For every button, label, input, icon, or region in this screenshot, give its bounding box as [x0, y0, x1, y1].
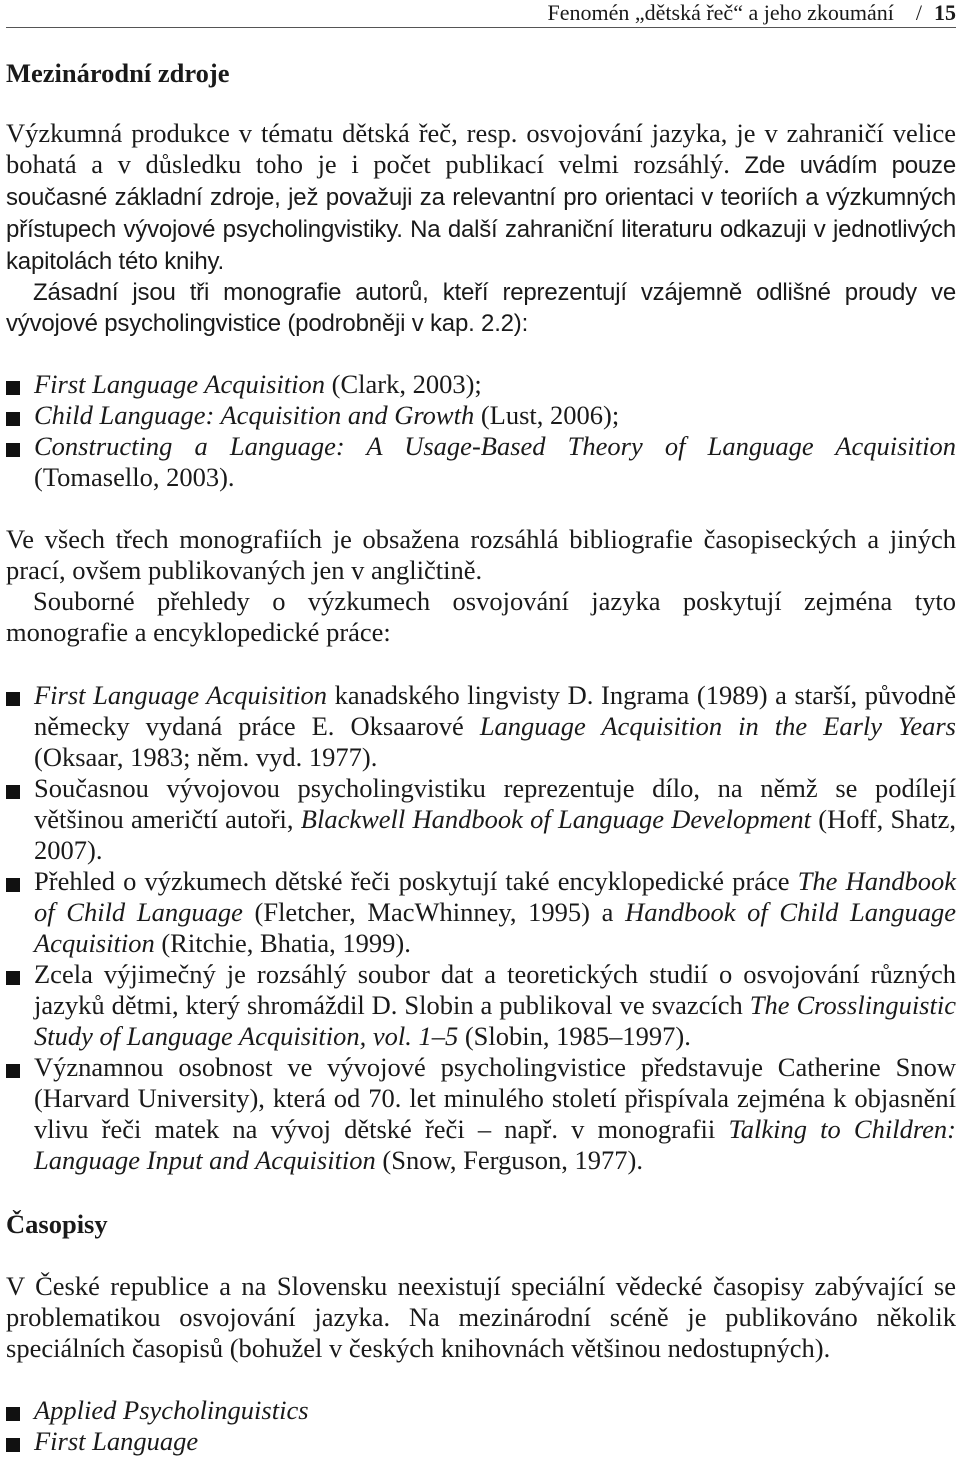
intro-text-b: Zde uvádím pouze současné základní zdroje, jež považuji za relevantní pro orientaci v teoriích a výzkumných přístupech vývojové psycholingvistiky. Na další zahraniční literaturu odkazuji v jednotlivých kapitolách této knihy.	[6, 152, 956, 275]
paragraph-overviews-intro: Souborné přehledy o výzkumech osvojování jazyka poskytují zejména tyto monografie a encyklopedické práce:	[6, 586, 956, 647]
paragraph-bibliography: Ve všech třech monografiích je obsažena rozsáhlá bibliografie časopiseckých a jiných prací, ovšem publikovaných jen v angličtině.	[6, 524, 956, 585]
list-item: First Language	[6, 1426, 956, 1457]
list-item: Applied Psycholinguistics	[6, 1395, 956, 1426]
list-item: Přehled o výzkumech dětské řeči poskytují také encyklopedické práce The Handbook of Child Language (Fletcher, MacWhinney, 1995) a Handbook of Child Language Acquisition (Ritchie, Bhatia, 1999).	[6, 866, 956, 959]
running-title: Fenomén „dětská řeč“ a jeho zkoumání	[547, 0, 894, 25]
list-item: First Language Acquisition kanadského lingvisty D. Ingrama (1989) a starší, původně německy vydaná práce E. Oksaarové Language Acquisition in the Early Years (Oksaar, 1983; něm. vyd. 1977).	[6, 680, 956, 773]
square-bullet-icon	[6, 785, 20, 799]
list-item: Child Language: Acquisition and Growth (Lust, 2006);	[6, 400, 956, 431]
square-bullet-icon	[6, 878, 20, 892]
square-bullet-icon	[6, 692, 20, 706]
list-item: Významnou osobnost ve vývojové psycholingvistice představuje Catherine Snow (Harvard University), která od 70. let minulého století přispívala zejména k objasnění vlivu řeči matek na vývoj dětské řeči – např. v monografii Talking to Children: Language Input and Acquisition (Snow, Ferguson, 1977).	[6, 1052, 956, 1176]
intro-text-a: Výzkumná produkce v tématu dětská řeč, resp. osvojování jazyka, je v zahraničí velice bohatá a v důsledku toho je i počet publikací velmi rozsáhlý.	[6, 118, 956, 179]
square-bullet-icon	[6, 443, 20, 457]
journals-list-block	[6, 1395, 956, 1457]
monographs-list-block	[6, 369, 956, 493]
list-item: Současnou vývojovou psycholingvistiku reprezentuje dílo, na němž se podílejí většinou američtí autoři, Blackwell Handbook of Language Development (Hoff, Shatz, 2007).	[6, 773, 956, 866]
header-rule	[6, 27, 956, 28]
paragraph-journals: V České republice a na Slovensku neexistují speciální vědecké časopisy zabývající se problematikou osvojování jazyka. Na mezinárodní scéně je publikováno několik speciálních časopisů (bohužel v českých knihovnách většinou nedostupných).	[6, 1271, 956, 1363]
square-bullet-icon	[6, 1064, 20, 1078]
running-header	[6, 0, 956, 26]
intro-block	[6, 118, 956, 339]
square-bullet-icon	[6, 412, 20, 426]
paragraph-intro	[6, 118, 956, 277]
header-separator: /	[915, 0, 922, 25]
square-bullet-icon	[6, 971, 20, 985]
square-bullet-icon	[6, 1438, 20, 1452]
list-item: Zcela výjimečný je rozsáhlý soubor dat a teoretických studií o osvojování různých jazyků dětmi, který shromáždil D. Slobin a publikoval ve svazcích The Crosslinguistic Study of Language Acquisition, vol. 1–5 (Slobin, 1985–1997).	[6, 959, 956, 1052]
list-item: Constructing a Language: A Usage-Based Theory of Language Acquisition (Tomasello, 2003).	[6, 431, 956, 493]
monographs-list	[6, 369, 956, 493]
overview-list-block	[6, 680, 956, 1176]
overview-list	[6, 680, 956, 1176]
section-heading-international: Mezinárodní zdroje	[6, 58, 230, 88]
journals-list	[6, 1395, 956, 1457]
list-item: First Language Acquisition (Clark, 2003);	[6, 369, 956, 400]
square-bullet-icon	[6, 381, 20, 395]
section-heading-journals: Časopisy	[6, 1209, 108, 1239]
journals-block	[6, 1271, 956, 1364]
bibliography-block	[6, 524, 956, 648]
square-bullet-icon	[6, 1407, 20, 1421]
paragraph-monographs-intro: Zásadní jsou tři monografie autorů, kteří reprezentují vzájemně odlišné proudy ve vývojové psycholingvistice (podrobněji v kap. 2.2):	[6, 279, 956, 337]
page-number: 15	[934, 0, 956, 25]
